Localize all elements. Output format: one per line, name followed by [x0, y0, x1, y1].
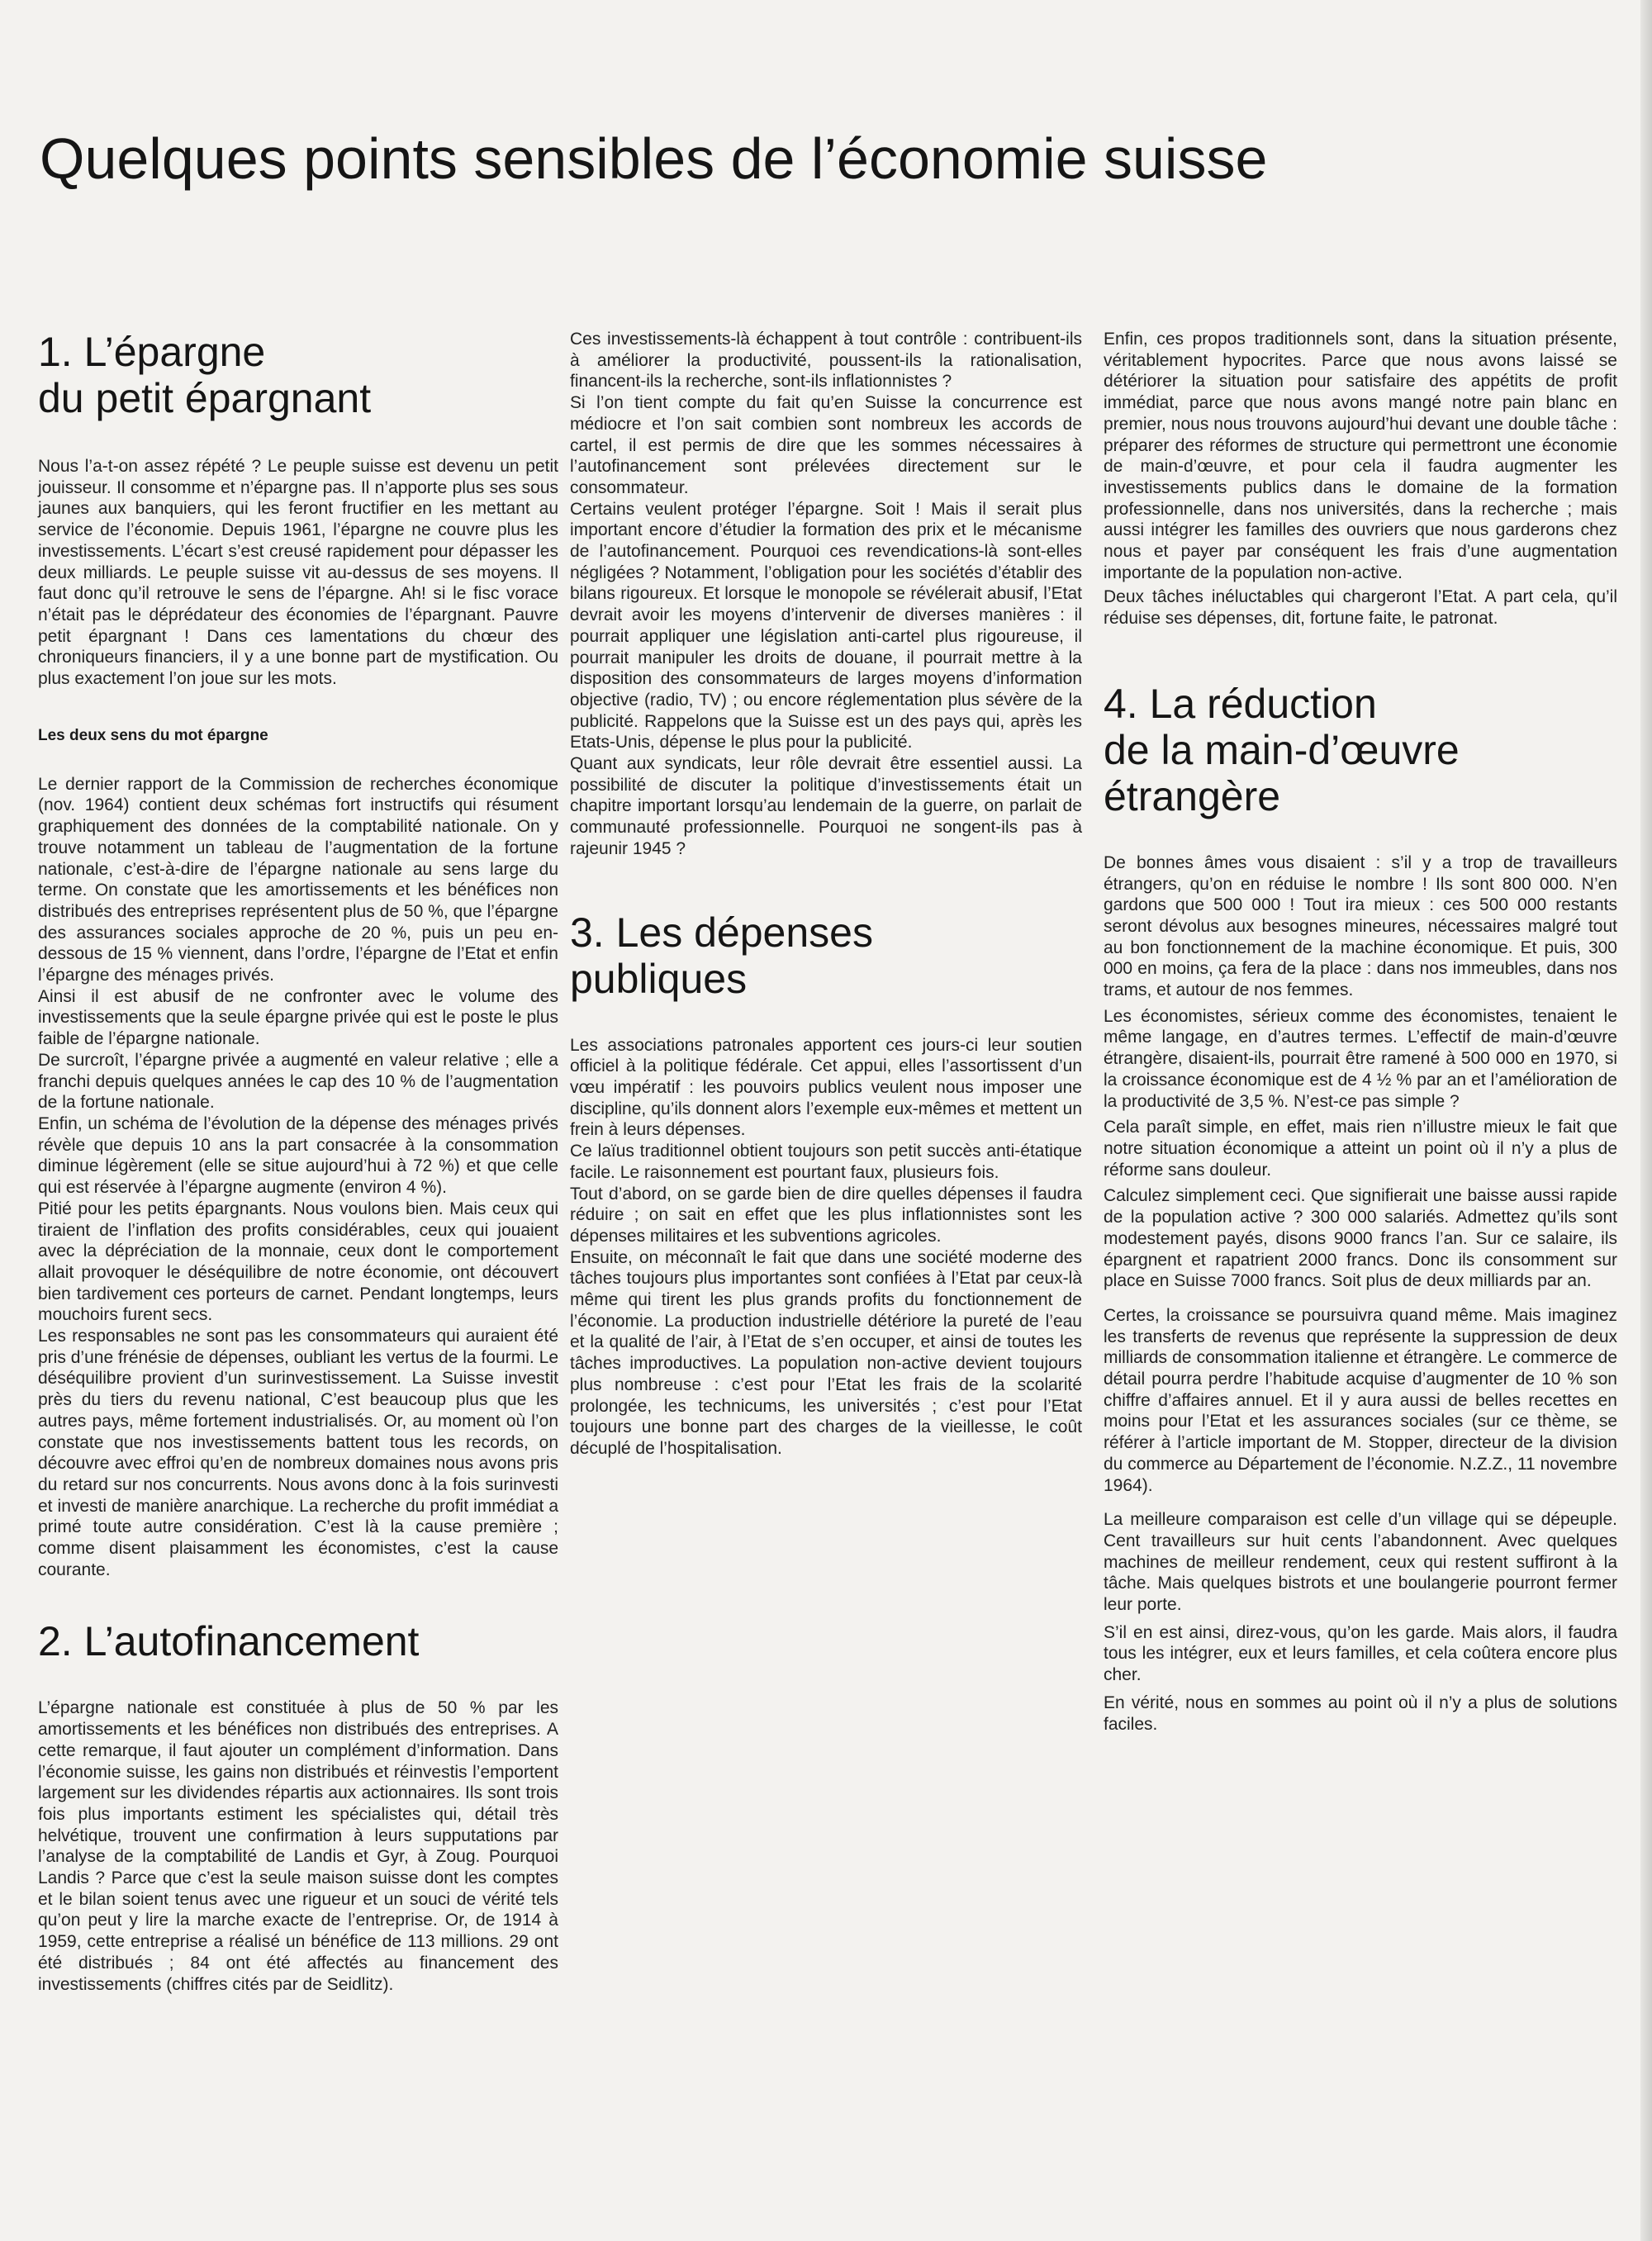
section-1-title-line-1: 1. L’épargne — [38, 329, 266, 375]
section-4-title-line-1: 4. La réduction — [1104, 680, 1377, 727]
paragraph: Ce laïus traditionnel obtient toujours son petit succès anti-étatique facile. Le raisonnement est pourtant faux, plusieurs fois. — [570, 1142, 1082, 1182]
paragraph: En vérité, nous en sommes au point où il n’y a plus de solutions faciles. — [1104, 1693, 1617, 1734]
paragraph: Si l’on tient compte du fait qu’en Suisse la concurrence est médiocre et l’on sait combien sont nombreux les accords de cartel, il est permis de dire que les sommes nécessaires à l’autofinancement sont prélevées directement sur le consommateur. — [570, 393, 1082, 497]
paragraph: Enfin, un schéma de l’évolution de la dépense des ménages privés révèle que depuis 10 ans la part consacrée à la consommation diminue légèrement (elle se situe aujourd’hui à 72 %) et que celle qui est réservée à l’épargne augmente (environ 4 %). — [38, 1113, 558, 1198]
section-3-title — [570, 909, 1082, 1002]
paragraph: Les économistes, sérieux comme des économistes, tenaient le même langage, en d’autres termes. L’effectif de main-d’œuvre étrangère, disaient-ils, pourrait être ramené à 500 000 en 1970, si la croissance économique est de 4 ½ % par an et l’amélioration de la productivité de 3,5 %. N’est-ce pas simple ? — [1104, 1006, 1617, 1111]
paragraph: Calculez simplement ceci. Que signifierait une baisse aussi rapide de la population active ? 300 000 salariés. Admettez qu’ils sont modestement payés, disons 9000 francs l’an. Sur ce salaire, ils épargnent et rapatrient 2000 francs. Donc ils consomment sur place en Suisse 7000 francs. Soit plus de deux milliards par an. — [1104, 1186, 1617, 1291]
column-3 — [1104, 329, 1617, 1735]
paragraph: Ainsi il est abusif de ne confronter avec le volume des investissements que la seule épargne privée qui est le poste le plus faible de l’épargne nationale. — [38, 986, 558, 1049]
section-4-title — [1104, 681, 1617, 819]
paragraph: Certes, la croissance se poursuivra quand même. Mais imaginez les transferts de revenus que représente la suppression de deux milliards de consommation italienne et étrangère. Le commerce de détail pourra perdre l’habitude acquise d’augmenter de 10 % son chiffre d’affaires annuel. Et il y aura aussi de belles recettes en moins pour l’Etat et les assurances sociales (sur ce thème, se référer à l’article important de M. Stopper, directeur de la division du commerce au Département de l’économie. N.Z.Z., 11 novembre 1964). — [1104, 1305, 1617, 1495]
paragraph: Nous l’a-t-on assez répété ? Le peuple suisse est devenu un petit jouisseur. Il consomme et n’épargne pas. Il n’apporte plus ses sous jaunes aux banquiers, qui les feront fructifier en les mettant au service de l’économie. Depuis 1961, l’épargne ne couvre plus les investissements. L’écart s’est creusé rapidement pour dépasser les deux milliards. Le peuple suisse vit au-dessus de ses moyens. Il faut donc qu’il retrouve le sens de l’épargne. Ah! si le fisc vorace n’était pas le déprédateur des économies de l’épargnant. Pauvre petit épargnant ! Dans ces lamentations du chœur des chroniqueurs financiers, il y a une bonne part de mystification. Ou plus exactement l’on joue sur les mots. — [38, 457, 558, 689]
paragraph: Les responsables ne sont pas les consommateurs qui auraient été pris d’une frénésie de dépenses, oubliant les vertus de la fourmi. Le déséquilibre provient d’un surinvestissement. La Suisse investit près du tiers du revenu national, C’est beaucoup plus que les autres pays, même fortement industrialisés. Or, au moment où l’on constate que nos investissements battent tous les records, on découvre avec effroi qu’en de nombreux domaines nous avons pris du retard sur nos concurrents. Nous avons donc à la fois surinvesti et investi de manière anarchique. La recherche du profit immédiat a primé toute autre considération. C’est là la cause première ; comme disent plaisamment les économistes, c’est la cause courante. — [38, 1327, 558, 1579]
section-3-title-line-2: publiques — [570, 955, 748, 1002]
paragraph: Deux tâches inéluctables qui chargeront l’Etat. A part cela, qu’il réduise ses dépenses, dit, fortune faite, le patronat. — [1104, 587, 1617, 629]
section-1-title — [38, 329, 558, 421]
page-edge — [1640, 0, 1652, 2241]
paragraph: Le dernier rapport de la Commission de recherches économique (nov. 1964) contient deux schémas fort instructifs qui résument graphiquement des données de la comptabilité nationale. On y trouve notamment un tableau de l’augmentation de la fortune nationale, c’est-à-dire de l’épargne nationale au sens large du terme. On constate que les amortissements et les bénéfices non distribués des entreprises représentent plus de 50 %, que l’épargne des assurances sociales approche de 20 %, puis un peu en-dessous de 15 % viennent, dans l’ordre, l’épargne de l’Etat et enfin l’épargne des ménages privés. — [38, 774, 558, 985]
section-4-title-line-2: de la main-d’œuvre — [1104, 726, 1460, 773]
paragraph: Quant aux syndicats, leur rôle devrait être essentiel aussi. La possibilité de discuter la politique d’investissements était un chapitre important lorsqu’au lendemain de la guerre, on parlait de communauté professionnelle. Pourquoi ne songent-ils pas à rajeunir 1945 ? — [570, 754, 1082, 858]
paragraph: L’épargne nationale est constituée à plus de 50 % par les amortissements et les bénéfices non distribués des entreprises. A cette remarque, il faut ajouter un complément d’information. Dans l’économie suisse, les gains non distribués et réinvestis l’emportent largement sur les dividendes répartis aux actionnaires. Ils sont trois fois plus importants estiment les spécialistes qui, détail très helvétique, trouvent une confirmation à leurs supputations par l’analyse de la comptabilité de Landis et Gyr, à Zoug. Pourquoi Landis ? Parce que c’est la seule maison suisse dont les comptes et le bilan soient tenus avec une rigueur et un souci de vérité tels qu’on peut y lire la marche exacte de l’entreprise. Or, de 1914 à 1959, cette entreprise a réalisé un bénéfice de 113 millions. 29 ont été distribués ; 84 ont été affectés au financement des investissements (chiffres cités par de Seidlitz). — [38, 1698, 558, 1994]
paragraph: Cela paraît simple, en effet, mais rien n’illustre mieux le fait que notre situation économique a atteint un point où il n’y a plus de réforme sans douleur. — [1104, 1118, 1617, 1180]
section-3-title-line-1: 3. Les dépenses — [570, 909, 873, 956]
section-2-title: 2. L’autofinancement — [38, 1618, 420, 1665]
paragraph: De surcroît, l’épargne privée a augmenté en valeur relative ; elle a franchi depuis quelques années le cap des 10 % de l’augmentation de la fortune nationale. — [38, 1050, 558, 1113]
page-title: Quelques points sensibles de l’économie suisse — [40, 126, 1268, 191]
paragraph: Les associations patronales apportent ces jours-ci leur soutien officiel à la politique fédérale. Cet appui, elles l’assortissent d’un vœu impératif : les pouvoirs publics veulent nous imposer une discipline, qu’ils donnent alors l’exemple eux-mêmes et mettent un frein à leurs dépenses. — [570, 1035, 1082, 1140]
column-2 — [570, 329, 1082, 1460]
section-1-title-line-2: du petit épargnant — [38, 375, 372, 421]
paragraph: Pitié pour les petits épargnants. Nous voulons bien. Mais ceux qui tiraient de l’inflation des profits considérables, ceux qui jouaient avec la dépréciation de la monnaie, ceux dont le comportement allait provoquer le déséquilibre de notre économie, ont découvert bien tardivement ces porteurs de carnet. Pendant longtemps, leurs mouchoirs furent secs. — [38, 1199, 558, 1325]
paragraph: Ces investissements-là échappent à tout contrôle : contribuent-ils à améliorer la productivité, poussent-ils la rationalisation, financent-ils la recherche, sont-ils inflationnistes ? — [570, 330, 1082, 392]
paragraph: La meilleure comparaison est celle d’un village qui se dépeuple. Cent travailleurs sur huit cents l’abandonnent. Avec quelques machines de meilleur rendement, ceux qui restent suffiront à la tâche. Mais quelques bistrots et une boulangerie pourront fermer leur porte. — [1104, 1510, 1617, 1615]
paragraph: Ensuite, on méconnaît le fait que dans une société moderne des tâches toujours plus importantes sont confiées à l’Etat par ceux-là même qui tirent les plus grands profits du fonctionnement de l’économie. La production industrielle détériore la pureté de l’eau et la qualité de l’air, à l’Etat de s’en occuper, et ainsi de toutes les tâches improductives. La population non-active devient toujours plus nombreuse : c’est pour l’Etat les frais de la scolarité prolongée, les technicums, les universités ; c’est pour l’Etat toujours une bonne part des charges de la vieillesse, le coût décuplé de l’hospitalisation. — [570, 1247, 1082, 1458]
column-1 — [38, 329, 558, 1995]
paragraph: Certains veulent protéger l’épargne. Soit ! Mais il serait plus important encore d’étudier la formation des prix et le mécanisme de l’autofinancement. Pourquoi ces revendications-là sont-elles négligées ? Notamment, l’obligation pour les sociétés d’établir des bilans rigoureux. Et lorsque le monopole se révélerait abusif, l’Etat devrait avoir les moyens d’intervenir de diverses manières : il pourrait appliquer une législation anti-cartel plus rigoureuse, il pourrait manipuler les droits de douane, il pourrait mettre à la disposition des consommateurs de larges moyens d’information objective (radio, TV) ; ou encore réglementation plus sévère de la publicité. Rappelons que la Suisse est un des pays qui, après les Etats-Unis, dépense le plus pour la publicité. — [570, 499, 1082, 753]
paragraph: Enfin, ces propos traditionnels sont, dans la situation présente, véritablement hypocrites. Parce que nous avons laissé se détériorer la situation pour satisfaire des appétits de profit immédiat, parce que nous avons mangé notre pain blanc en premier, nous nous trouvons aujourd’hui devant une double tâche : préparer des réformes de structure qui permettront une économie de main-d’œuvre, et pour cela il faudra augmenter les investissements publics dans le domaine de la formation professionnelle, dans nos universités, dans la recherche ; mais aussi intégrer les familles des ouvriers que nous garderons chez nous et payer par conséquent les frais d’une augmentation importante de la population non-active. — [1104, 330, 1617, 582]
section-4-title-line-3: étrangère — [1104, 772, 1281, 819]
paragraph: S’il en est ainsi, direz-vous, qu’on les garde. Mais alors, il faudra tous les intégrer, eux et leurs familles, et cela coûtera encore plus cher. — [1104, 1622, 1617, 1685]
subsection-title: Les deux sens du mot épargne — [38, 726, 268, 744]
paragraph: De bonnes âmes vous disaient : s’il y a trop de travailleurs étrangers, qu’on en réduise le nombre ! Ils sont 800 000. N’en gardons que 500 000 ! Tout ira mieux : ces 500 000 restants seront dévolus aux besognes mineures, nécessaires malgré tout au bon fonctionnement de la machine économique. Et puis, 300 000 en moins, ça fera de la place : dans nos immeubles, dans nos trams, et autour de nos femmes. — [1104, 852, 1617, 1000]
paragraph: Tout d’abord, on se garde bien de dire quelles dépenses il faudra réduire ; on sait en effet que les plus inflationnistes sont les dépenses militaires et les subventions agricoles. — [570, 1184, 1082, 1246]
